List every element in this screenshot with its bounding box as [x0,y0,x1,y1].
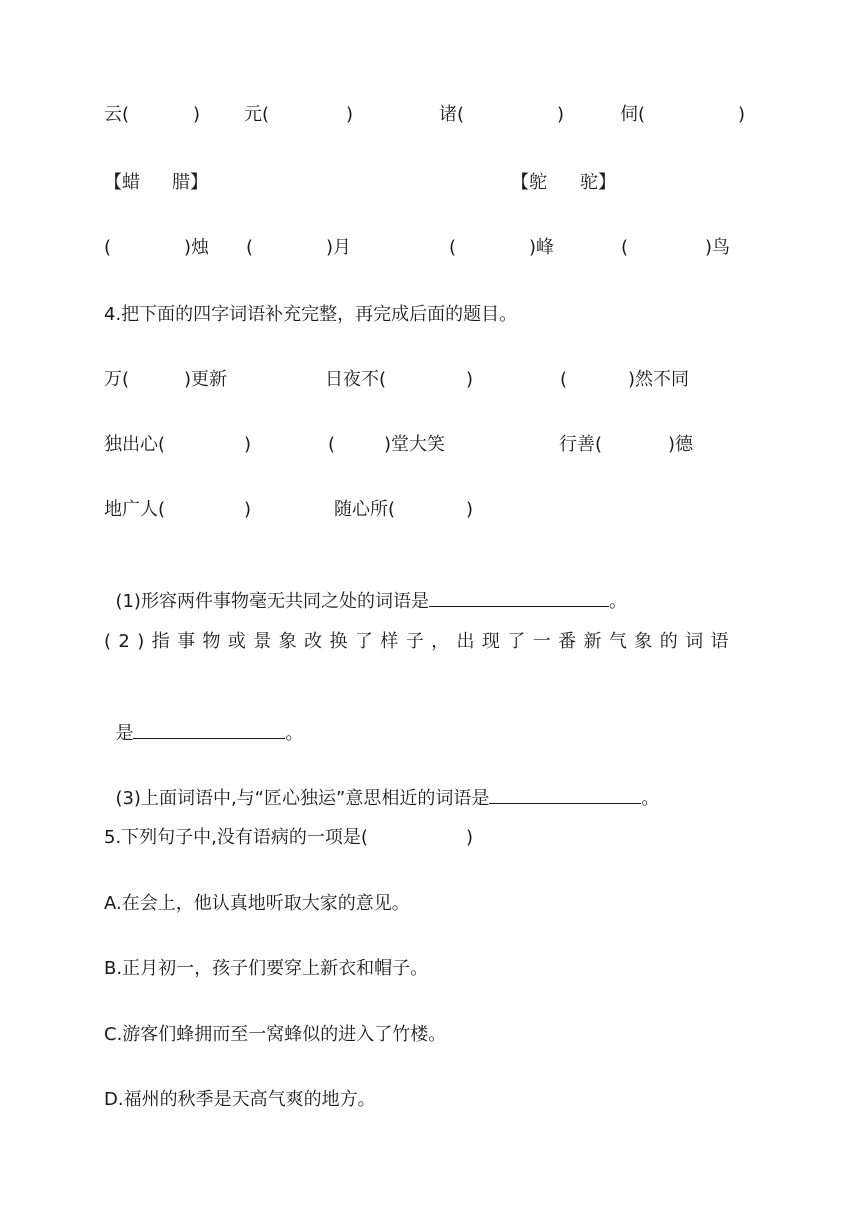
char-si: 伺( [620,104,646,125]
option-c: C.游客们蜂拥而至一窝蜂似的进入了竹楼。 [104,1024,447,1045]
group-tuo-close: 驼】 [580,172,616,193]
paren-open: ( [449,237,457,258]
option-d: D.福州的秋季是天高气爽的地方。 [104,1089,376,1110]
period: 。 [608,591,627,612]
paren-open: ( [621,237,629,258]
paren-open: ( [104,237,112,258]
paren-close: ) [346,104,354,125]
idiom-suixin: 随心所( [334,499,396,520]
sub-question-3 [104,761,659,811]
idiom-riye: 日夜不( [325,369,387,390]
period: 。 [641,788,660,809]
idiom-jieran-end: )然不同 [628,369,690,390]
sub-question-1-text: (1)形容两件事物毫无共同之处的词语是 [115,591,429,612]
char-yuan: 元( [244,104,270,125]
paren-close: ) [738,104,746,125]
paren-close: ) [244,499,252,520]
sub-question-2-cont [104,696,303,746]
char-zhu: 诸( [439,104,465,125]
idiom-xingshan: 行善( [559,434,603,455]
group-tuo-open: 【鸵 [511,172,547,193]
answer-blank[interactable] [133,720,285,739]
sub-question-2-cont-text: 是 [115,723,134,744]
char-yun: 云( [104,104,130,125]
answer-blank[interactable] [489,785,641,804]
question-4-prompt: 4.把下面的四字词语补充完整，再完成后面的题目。 [104,304,518,325]
word-yue: )月 [326,237,352,258]
paren-open: ( [246,237,254,258]
paren-open: ( [328,434,336,455]
paren-close: ) [466,369,474,390]
group-la-close: 腊】 [172,172,208,193]
period: 。 [285,723,304,744]
idiom-diguang: 地广人( [104,499,166,520]
idiom-de-end: )德 [668,434,694,455]
paren-close: ) [193,104,201,125]
word-niao: )鸟 [705,237,731,258]
idiom-wan: 万( [104,369,130,390]
option-b: B.正月初一，孩子们要穿上新衣和帽子。 [104,958,429,979]
question-5-prompt-row [0,826,474,898]
word-zhu: )烛 [184,237,210,258]
idiom-tang-end: )堂大笑 [384,434,446,455]
option-a: A.在会上，他认真地听取大家的意见。 [104,893,410,914]
paren-close: ) [557,104,565,125]
sub-question-2: (2)指事物或景象改换了样子，出现了一番新气象的词语 [104,631,736,652]
sub-question-1 [104,564,627,614]
answer-blank[interactable] [429,588,609,607]
idiom-wan-end: )更新 [184,369,228,390]
idiom-duchu: 独出心( [104,434,166,455]
group-la-open: 【蜡 [104,172,140,193]
word-feng: )峰 [529,237,555,258]
paren-close: ) [244,434,252,455]
question-5-prompt: 5.下列句子中,没有语病的一项是( [104,827,368,848]
paren-close: ) [466,499,474,520]
paren-close: ) [466,827,474,848]
sub-question-3-text: (3)上面词语中,与“匠心独运”意思相近的词语是 [115,788,490,809]
paren-open: ( [560,369,568,390]
